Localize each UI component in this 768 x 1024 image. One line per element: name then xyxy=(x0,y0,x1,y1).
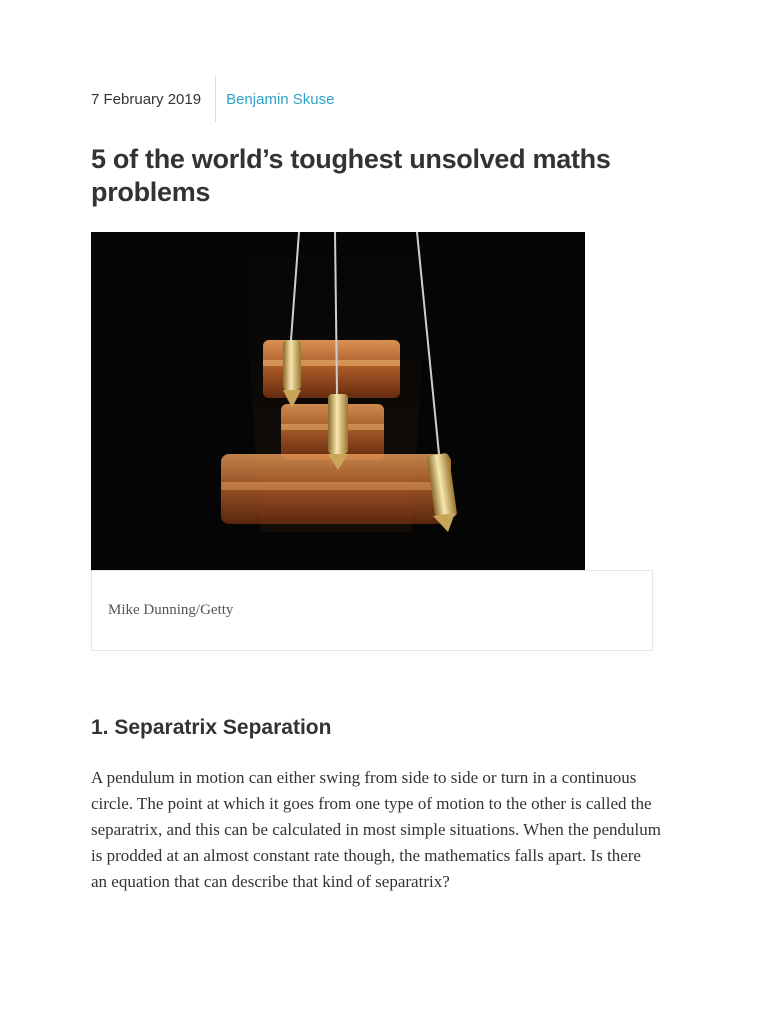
article-meta xyxy=(91,76,334,122)
article-title: 5 of the world’s toughest unsolved maths problems xyxy=(91,144,611,207)
image-credit: Mike Dunning/Getty xyxy=(108,602,234,618)
hero-image xyxy=(91,232,585,570)
image-caption xyxy=(91,570,653,651)
publish-date: 7 February 2019 xyxy=(91,90,202,108)
section-body: A pendulum in motion can either swing from side to side or turn in a continuous circle. The point at which it goes from one type of motion to the other is called the separatrix, and this can be calculated in most simple situations. When the pendulum is prodded at an almost constant rate though, the mathematics falls apart. Is there an equation that can describe that kind of separatrix? xyxy=(91,768,661,891)
author-link[interactable]: Benjamin Skuse xyxy=(226,90,335,108)
section-heading: 1. Separatrix Separation xyxy=(91,716,332,739)
pendulum-photo xyxy=(91,232,585,570)
